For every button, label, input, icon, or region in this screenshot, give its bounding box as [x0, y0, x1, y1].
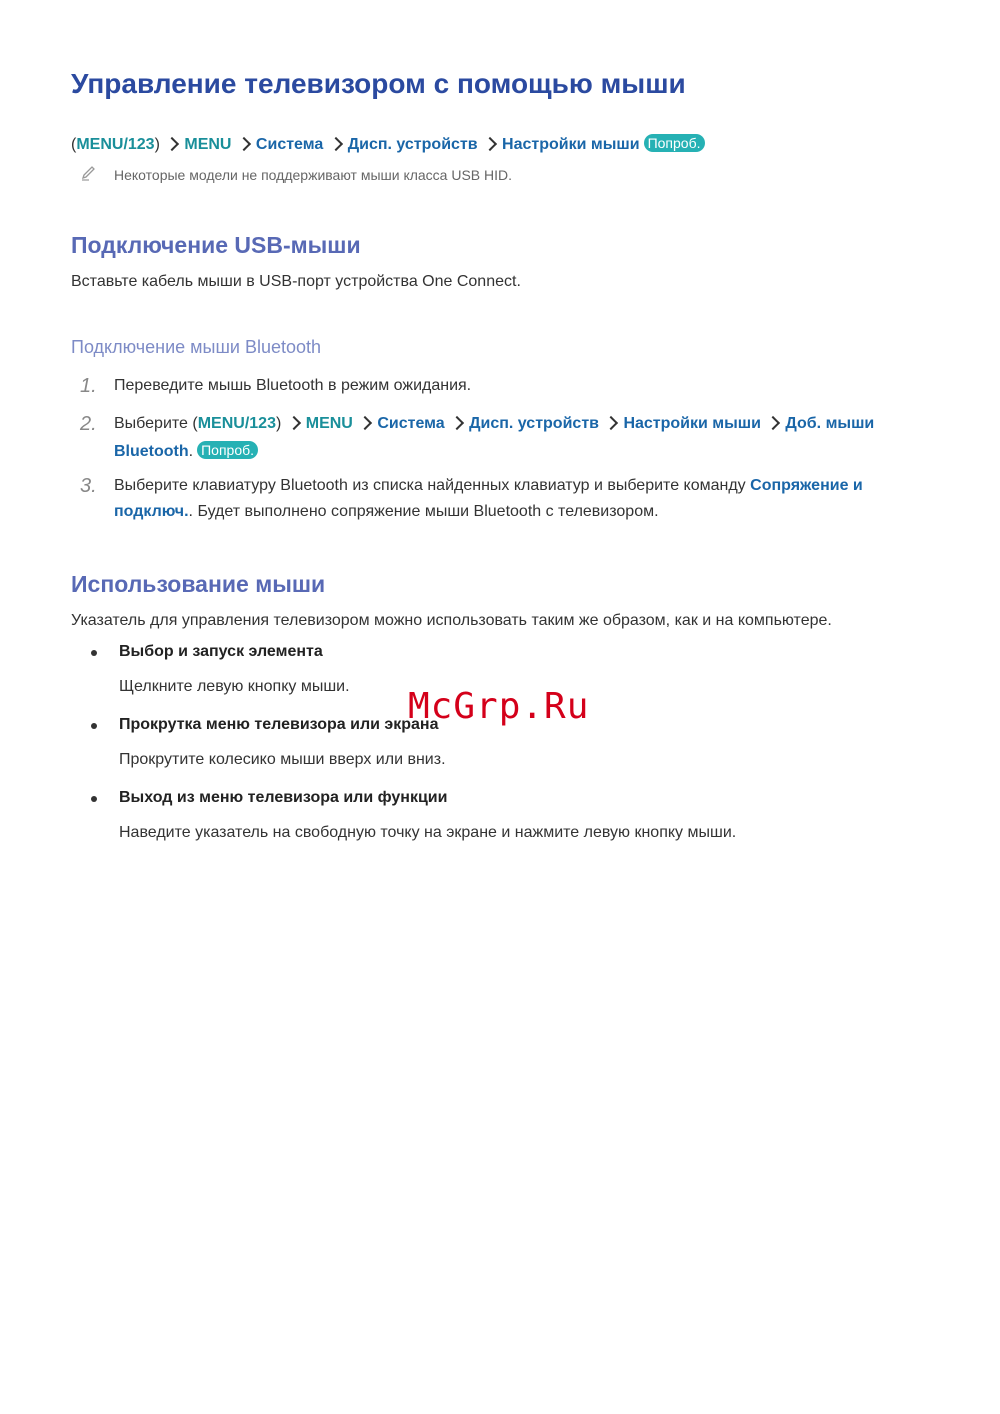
bullet-title: Выход из меню телевизора или функции [119, 789, 448, 806]
page-title: Управление телевизором с помощью мыши [71, 68, 686, 99]
path-close: ) [154, 136, 160, 153]
path-item-add-mouse[interactable]: Доб. мыши [785, 415, 875, 432]
path-open: ( [71, 136, 77, 153]
bullet-desc: Наведите указатель на свободную точку на экране и нажмите левую кнопку мыши. [119, 824, 737, 841]
path-close: ) [275, 415, 282, 432]
bullet-icon [91, 650, 97, 656]
chevron-right-icon [287, 416, 301, 430]
path-item-devices[interactable]: Дисп. устройств [347, 136, 478, 153]
path-item-devices[interactable]: Дисп. устройств [469, 415, 599, 432]
use-mouse-heading: Использование мыши [71, 571, 326, 597]
path-item-system[interactable]: Система [377, 415, 445, 432]
path-item-bluetooth[interactable]: Bluetooth [114, 443, 189, 460]
pair-connect-link[interactable]: подключ. [114, 503, 189, 520]
bullet-title: Прокрутка меню телевизора или экрана [119, 716, 439, 733]
bullet-icon [91, 796, 97, 802]
step-number: 3. [80, 475, 97, 497]
chevron-right-icon [329, 137, 343, 151]
path-item-system[interactable]: Система [255, 136, 324, 153]
chevron-right-icon [358, 416, 372, 430]
try-now-badge[interactable]: Попроб. [644, 134, 705, 152]
step-dot: . [188, 443, 194, 460]
step-number: 2. [80, 413, 97, 435]
step-number: 1. [80, 375, 97, 397]
bullet-icon [91, 723, 97, 729]
bt-mouse-heading: Подключение мыши Bluetooth [71, 337, 322, 357]
usb-mouse-heading: Подключение USB-мыши [71, 232, 361, 258]
path-item-mouse-settings[interactable]: Настройки мыши [623, 415, 761, 432]
usb-mouse-text: Вставьте кабель мыши в USB-порт устройства One Connect. [71, 273, 521, 290]
path-item-mouse-settings[interactable]: Настройки мыши [502, 136, 640, 153]
pair-connect-link[interactable]: Сопряжение и [750, 477, 863, 494]
step-text-part: Выберите клавиатуру Bluetooth из списка найденных клавиатур и выберите команду [114, 477, 746, 494]
watermark: McGrp.Ru [408, 686, 590, 727]
chevron-right-icon [766, 416, 780, 430]
chevron-right-icon [604, 416, 618, 430]
step-text [114, 477, 863, 495]
pencil-icon [80, 164, 98, 182]
step-text [114, 415, 874, 433]
step-text: Переведите мышь Bluetooth в режим ожидания. [114, 377, 472, 394]
bullet-desc: Прокрутите колесико мыши вверх или вниз. [119, 751, 446, 768]
bullet-desc: Щелкните левую кнопку мыши. [119, 678, 350, 695]
bullet-title: Выбор и запуск элемента [119, 643, 323, 660]
note-text: Некоторые модели не поддерживают мыши класса USB HID. [114, 167, 513, 183]
path-item-menu[interactable]: MENU [184, 136, 232, 153]
path-item-menu[interactable]: MENU [305, 415, 353, 432]
try-now-badge[interactable]: Попроб. [197, 441, 258, 459]
chevron-right-icon [237, 137, 251, 151]
step-text-line2 [114, 441, 258, 461]
menu-path [71, 134, 705, 154]
path-menu123[interactable]: MENU/123 [197, 415, 276, 432]
chevron-right-icon [450, 416, 464, 430]
step-text-part: . Будет выполнено сопряжение мыши Bluetooth с телевизором. [188, 503, 659, 520]
step-text-line2 [114, 503, 659, 521]
use-mouse-intro: Указатель для управления телевизором можно использовать таким же образом, как и на компьютере. [71, 612, 832, 629]
step-prefix: Выберите ( [114, 415, 198, 432]
chevron-right-icon [483, 137, 497, 151]
path-menu123[interactable]: MENU/123 [76, 136, 155, 153]
chevron-right-icon [165, 137, 179, 151]
